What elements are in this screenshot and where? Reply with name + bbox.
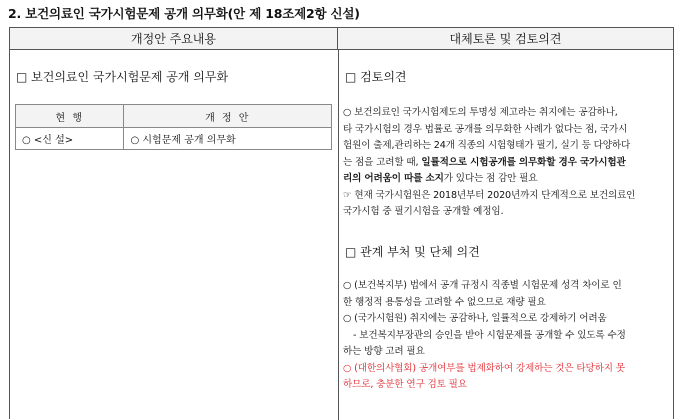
review-paragraph — [343, 105, 673, 221]
review-line: ○ 보건의료인 국가시험제도의 투명성 제고라는 취지에는 공감하나, — [343, 107, 618, 118]
opinion-line: ○ (보건복지부) 법에서 공개 규정시 직종별 시험문제 성격 차이로 인 — [343, 280, 622, 291]
opinion-line-red: 하므로, 충분한 연구 검토 필요 — [343, 379, 467, 390]
review-emphasis: 일률적으로 시험공개를 의무화할 경우 국가시험관 — [421, 156, 626, 168]
table-header-amendment: 개 정 안 — [124, 105, 332, 128]
opinions-paragraph — [343, 278, 673, 394]
table-cell-amendment: ○ 시험문제 공개 의무화 — [124, 128, 332, 150]
opinion-line-red: ○ (대한의사협회) 공개여부를 법제화하여 강제하는 것은 타당하지 못 — [343, 362, 625, 374]
column-header-review: 대체토론 및 검토의견 — [338, 28, 673, 50]
table-row — [16, 128, 332, 150]
review-line: 국가시험 중 필기시험을 공개할 예정임. — [343, 206, 504, 217]
review-line-text: 가 있다는 점 감안 필요 — [443, 173, 538, 184]
section-heading: 2. 보건의료인 국가시험문제 공개 의무화(안 제 18조제2항 신설) — [8, 6, 360, 21]
review-title: □ 검토의견 — [345, 70, 407, 84]
current-vs-amendment-table — [15, 104, 332, 150]
comparison-table-frame — [9, 27, 674, 419]
review-line — [343, 171, 673, 188]
review-line: 타 국가시험의 경우 법률로 공개를 의무화한 사례가 없다는 점, 국가시 — [343, 123, 628, 135]
review-line: 험원이 출제,관리하는 24개 직종의 시험형태가 필기, 실기 등 다양하다 — [343, 140, 631, 151]
opinion-line: 하는 방향 고려 필요 — [343, 346, 425, 357]
table-header-row — [16, 105, 332, 128]
table-header-current: 현 행 — [16, 105, 124, 128]
table-cell-current: ○ <신 설> — [16, 128, 124, 150]
opinions-title: □ 관계 부처 및 단체 의견 — [345, 245, 480, 259]
column-header-proposal: 개정안 주요내용 — [10, 28, 338, 50]
review-emphasis: 리의 어려움이 따를 소지 — [343, 173, 444, 184]
column-divider — [338, 50, 339, 420]
opinion-line: 한 행정적 용통성을 고려할 수 없으므로 재량 필요 — [343, 296, 546, 308]
opinion-line: - 보건복지부장관의 승인을 받아 시험문제를 공개할 수 있도록 수정 — [353, 329, 626, 341]
review-line: ☞ 현재 국가시험원은 2018년부터 2020년까지 단계적으로 보건의료인 — [343, 189, 636, 201]
opinion-line: ○ (국가시험원) 취지에는 공감하나, 일률적으로 강제하기 어려움 — [343, 313, 607, 324]
review-line-text: 는 점을 고려할 때, — [343, 156, 422, 168]
review-line — [343, 155, 673, 172]
proposal-title: □ 보건의료인 국가시험문제 공개 의무화 — [16, 70, 229, 84]
